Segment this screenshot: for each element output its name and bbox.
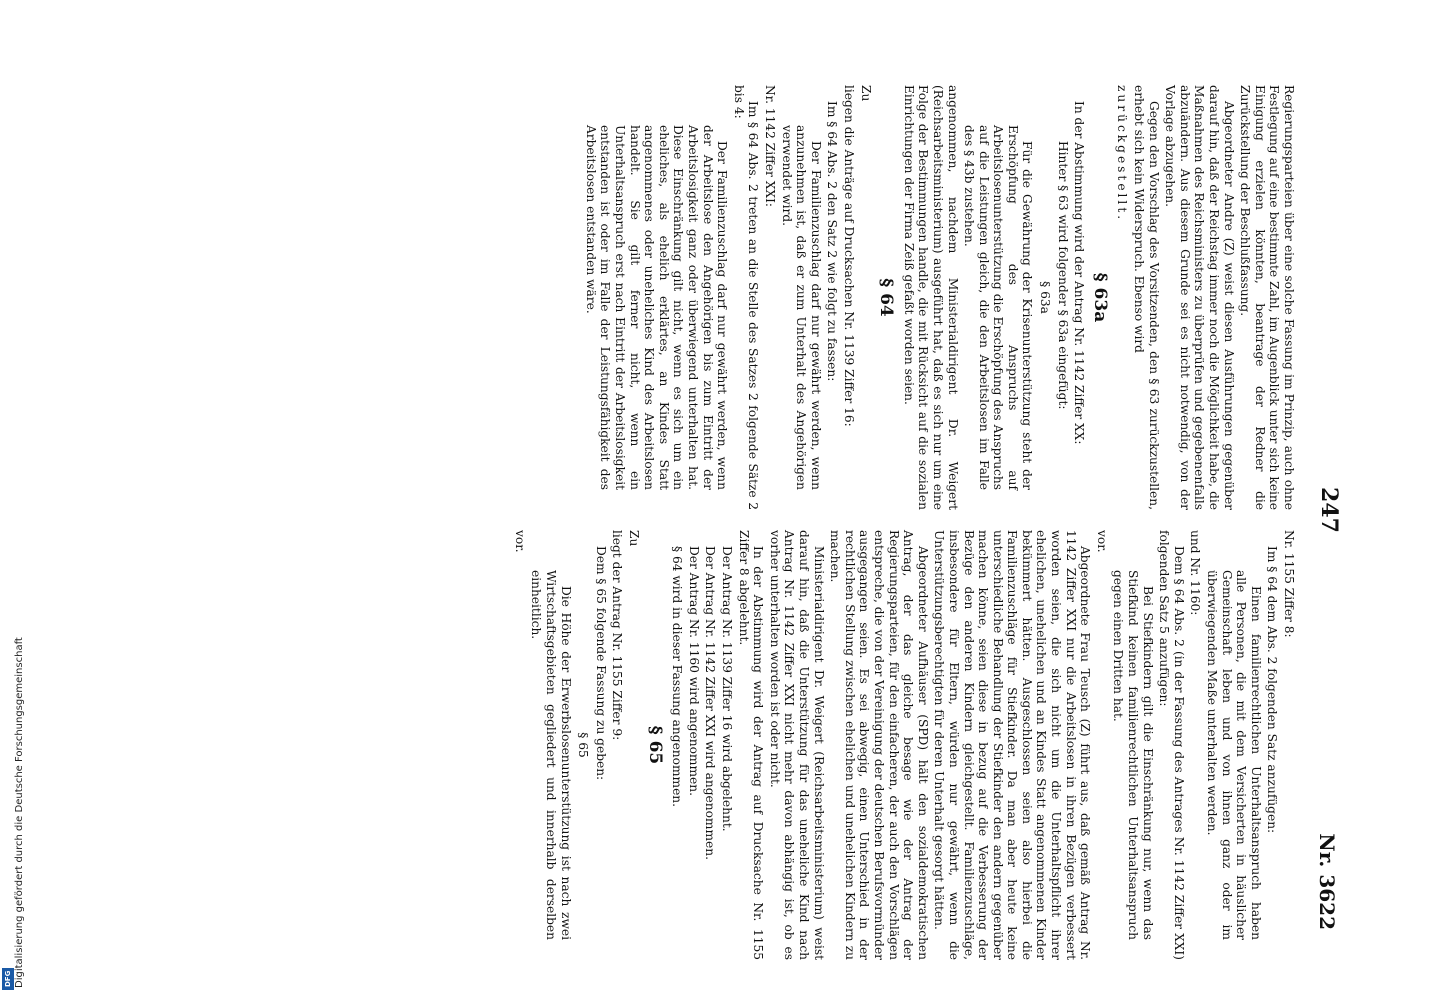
quote: Für die Gewährung der Krisenunterstützung steht der Erschöpfung des Anspruchs auf Arbeitslosenunterstützung die Erschöpfung des Anspruchs auf die Leistungen gleich, die den Arbeitslosen im Falle des § 43b zustehen.	[962, 125, 1035, 490]
paragraph: Im § 64 Abs. 2 den Satz 2 wie folgt zu fassen:	[825, 101, 840, 382]
quote: Der Familienzuschlag darf nur gewährt werden, wenn der Arbeitslose den Angehörigen bis zum Eintritt der Arbeitslosigkeit ganz oder überwiegend unterhalten hat. Diese Einschränkung gilt nicht, wenn es sich um ein eheliches, als ehelich erklärtes, an Kindes Statt angenommenes oder uneheliches Kind des Arbeitslosen handelt. Sie gilt ferner nicht, wenn ein Unterhaltsanspruch erst nach Eintritt der Arbeitslosigkeit entstanden ist oder im Falle der Leistungsfähigkeit des Arbeitslosen entstanden wäre.	[583, 125, 730, 490]
left-column	[581, 85, 1296, 510]
footer-strip	[0, 0, 25, 1000]
paragraph: Der Antrag Nr. 1139 Ziffer 16 wird abgelehnt.	[720, 546, 735, 832]
paragraph: Abgeordneter Aufhäuser (SPD) hält den sozialdemokratischen Antrag, der das gleiche besage wie der Antrag der Regierungsparteien, für den einfacheren, der auch den Vorschlägen entspreche, die von der Vereinigung der deutschen Berufsvormünder ausgegangen seien. Es sei abwegig, einen Unterschied in der rechtlichen Stellung zwischen ehelichen und unehelichen Kindern zu machen.	[828, 530, 930, 960]
paragraph: Gegen den Vorschlag des Vorsitzenden, den § 63 zurückzustellen, erhebt sich kein Widerspruch. Ebenso wird	[1132, 85, 1161, 510]
paragraph: zurückgestellt.	[1115, 85, 1130, 223]
funding-note: Digitalisierung gefördert durch die Deutsche Forschungsgemeinschaft	[14, 637, 25, 988]
paragraph: Nr. 1142 Ziffer XXI:	[763, 85, 777, 207]
paragraph: liegt der Antrag Nr. 1155 Ziffer 9:	[610, 530, 625, 741]
paragraph: angenommen, nachdem Ministerialdirigent Dr. Weigert (Reichsarbeitsministerium) ausgeführt hat, daß es sich nur um eine Folge der Bestimmungen handle, die mit Rücksicht auf die sozialen Einrichtungen der Firma Zeiß gefaßt worden seien.	[901, 85, 960, 510]
section-heading: § 65	[644, 725, 665, 765]
paragraph: Dem § 65 folgende Fassung zu geben:	[593, 546, 608, 781]
paragraph: Im § 64 Abs. 2 treten an die Stelle des Satzes 2 folgende Sätze 2 bis 4:	[731, 85, 761, 510]
quote: Der Familienzuschlag darf nur gewährt werden, wenn anzunehmen ist, daß er zum Unterhalt des Angehörigen verwendet wird.	[779, 125, 823, 490]
paragraph: Der Antrag Nr. 1160 wird angenommen.	[686, 546, 701, 796]
page-number: 247	[1316, 487, 1342, 533]
quote: Bei Stiefkindern gilt die Einschränkung nur, wenn das Stiefkind keinen familienrechtlichen Unterhaltsanspruch gegen einen Dritten hat.	[1111, 570, 1155, 940]
paragraph: Ministerialdirigent Dr. Weigert (Reichsarbeitsministerium) weist darauf hin, daß die Unterstützung für das uneheliche Kind nach Antrag Nr. 1142 Ziffer XXI nicht mehr davon abhängig ist, ob es vorher unterhalten worden ist oder nicht.	[767, 530, 826, 960]
paragraph: Dem § 64 Abs. 2 (in der Fassung des Antrages Nr. 1142 Ziffer XXI) folgenden Satz 5 anzufügen:	[1157, 530, 1186, 960]
paragraph: Im § 64 dem Abs. 2 folgenden Satz anzufügen:	[1265, 546, 1280, 834]
section-subheading: § 63a	[1038, 281, 1053, 314]
right-column	[510, 530, 1296, 960]
paragraph: In der Abstimmung wird der Antrag auf Drucksache Nr. 1155 Ziffer 8 abgelehnt.	[736, 530, 766, 960]
paragraph: und Nr. 1160:	[1188, 530, 1203, 616]
paragraph: Nr. 1155 Ziffer 8:	[1282, 530, 1296, 638]
paragraph: vor.	[1094, 530, 1109, 553]
paragraph: § 64 wird in dieser Fassung angenommen.	[670, 546, 685, 808]
paragraph: liegen die Anträge auf Drucksachen Nr. 1139 Ziffer 16:	[841, 85, 856, 427]
paragraph: vor.	[512, 530, 527, 553]
quote: Einen familienrechtlichen Unterhaltsanspruch haben alle Personen, die mit dem Versicherten in häuslicher Gemeinschaft leben und von ihnen ganz oder im überwiegenden Maße unterhalten werden.	[1205, 570, 1263, 940]
quote: Hinter § 63 wird folgender § 63a eingefügt:	[1055, 141, 1070, 410]
section-subheading: § 65	[576, 732, 591, 758]
quote: Die Höhe der Erwerbslosenunterstützung ist nach zwei Wirtschaftsgebieten gegliedert und innerhalb derselben einheitlich.	[529, 570, 573, 940]
paragraph: Der Antrag Nr. 1142 Ziffer XXI wird angenommen.	[703, 546, 718, 860]
paragraph: Regierungsparteien über eine solche Fassung im Prinzip, auch ohne Festlegung auf eine bestimmte Zahl, im Augenblick unter sich keine Einigung erzielen könnten, beantrage der Redner die Zurückstellung der Beschlußfassung.	[1238, 85, 1296, 510]
paragraph: Abgeordneter Andre (Z) weist diesen Ausführungen gegenüber darauf hin, daß der Reichstag immer noch die Möglichkeit habe, die Maßnahmen des Reichsministers zu überprüfen und gegebenenfalls abzuändern. Aus diesem Grunde sei es nicht notwendig, von der Vorlage abzugehen.	[1163, 85, 1236, 510]
paragraph: Zu	[858, 85, 873, 102]
paragraph: In der Abstimmung wird der Antrag Nr. 1142 Ziffer XX:	[1072, 101, 1087, 445]
section-heading: § 64	[876, 278, 897, 317]
document-number: Nr. 3622	[1315, 833, 1339, 930]
section-heading: § 63a	[1089, 272, 1110, 323]
paragraph: Zu	[627, 530, 642, 547]
paragraph: Abgeordnete Frau Teusch (Z) führt aus, daß gemäß Antrag Nr. 1142 Ziffer XXI nur die Arbeitslosen in ihren Bezügen verbessert worden seien, die sich nicht um die Unterhaltspflicht ihrer ehelichen, unehelichen und an Kindes Statt angenommenen Kinder bekümmert hätten. Ausgeschlossen seien also hierbei die Familienzuschläge für Stiefkinder. Da man aber heute keine unterschiedliche Behandlung der Stiefkinder den andern gegenüber machen könne, seien diese in bezug auf die Verbesserung der Bezüge den anderen Kindern gleichgestellt. Familienzuschläge, insbesondere für Eltern, würden nur gewährt, wenn die Unterstützungsberechtigten für deren Unterhalt gesorgt hätten.	[932, 530, 1093, 960]
dfg-logo: DFG	[2, 968, 14, 990]
